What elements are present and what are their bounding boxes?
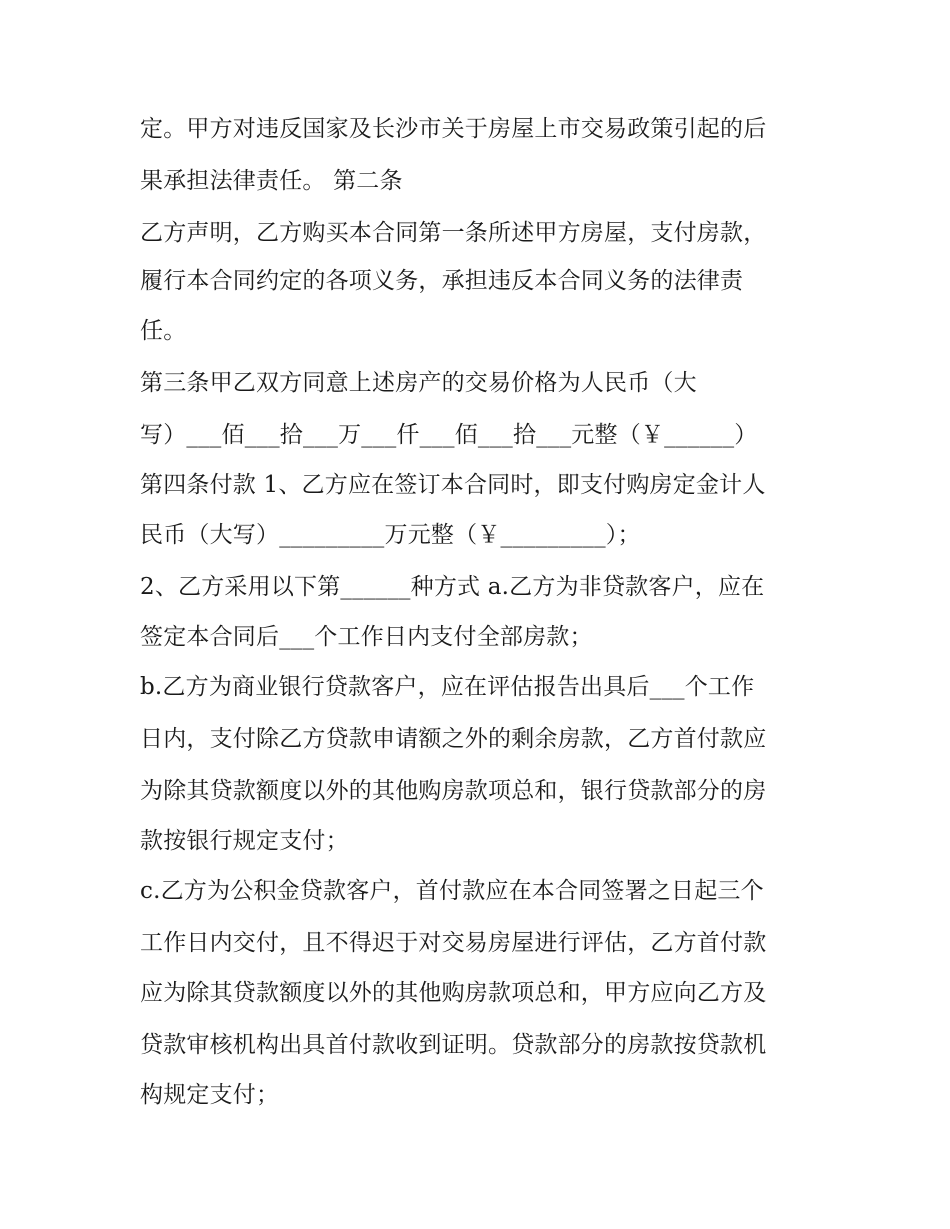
text-line-14: 为除其贷款额度以外的其他购房款项总和，银行贷款部分的房 <box>140 778 767 804</box>
text-line-18: 应为除其贷款额度以外的其他购房款项总和，甲方应向乙方及 <box>140 980 767 1006</box>
text-line-15: 款按银行规定支付； <box>140 828 349 854</box>
text-line-4: 履行本合同约定的各项义务，承担违反本合同义务的法律责 <box>140 268 744 294</box>
text-line-2: 果承担法律责任。 第二条 <box>140 168 403 194</box>
text-line-11: 签定本合同后___个工作日内支付全部房款； <box>140 624 593 650</box>
text-line-12: b.乙方为商业银行贷款客户，应在评估报告出具后___个工作 <box>140 674 755 700</box>
text-line-9: 民币（大写）_________万元整（￥_________）； <box>140 522 641 548</box>
text-line-6: 第三条甲乙双方同意上述房产的交易价格为人民币（大 <box>140 370 697 396</box>
text-line-8: 第四条付款 1、乙方应在签订本合同时，即支付购房定金计人 <box>140 472 766 498</box>
text-line-10: 2、乙方采用以下第______种方式 a.乙方为非贷款客户，应在 <box>140 574 765 600</box>
text-line-20: 构规定支付； <box>140 1082 280 1108</box>
text-line-13: 日内，支付除乙方贷款申请额之外的剩余房款，乙方首付款应 <box>140 726 767 752</box>
text-line-7: 写）___佰___拾___万___仟___佰___拾___元整（￥______） <box>140 422 758 448</box>
text-line-5: 任。 <box>140 318 187 344</box>
text-line-3: 乙方声明，乙方购买本合同第一条所述甲方房屋，支付房款， <box>140 220 767 246</box>
text-line-19: 贷款审核机构出具首付款收到证明。贷款部分的房款按贷款机 <box>140 1032 767 1058</box>
text-line-1: 定。甲方对违反国家及长沙市关于房屋上市交易政策引起的后 <box>140 116 767 142</box>
text-line-16: c.乙方为公积金贷款客户，首付款应在本合同签署之日起三个 <box>140 878 764 904</box>
text-line-17: 工作日内交付，且不得迟于对交易房屋进行评估，乙方首付款 <box>140 930 767 956</box>
